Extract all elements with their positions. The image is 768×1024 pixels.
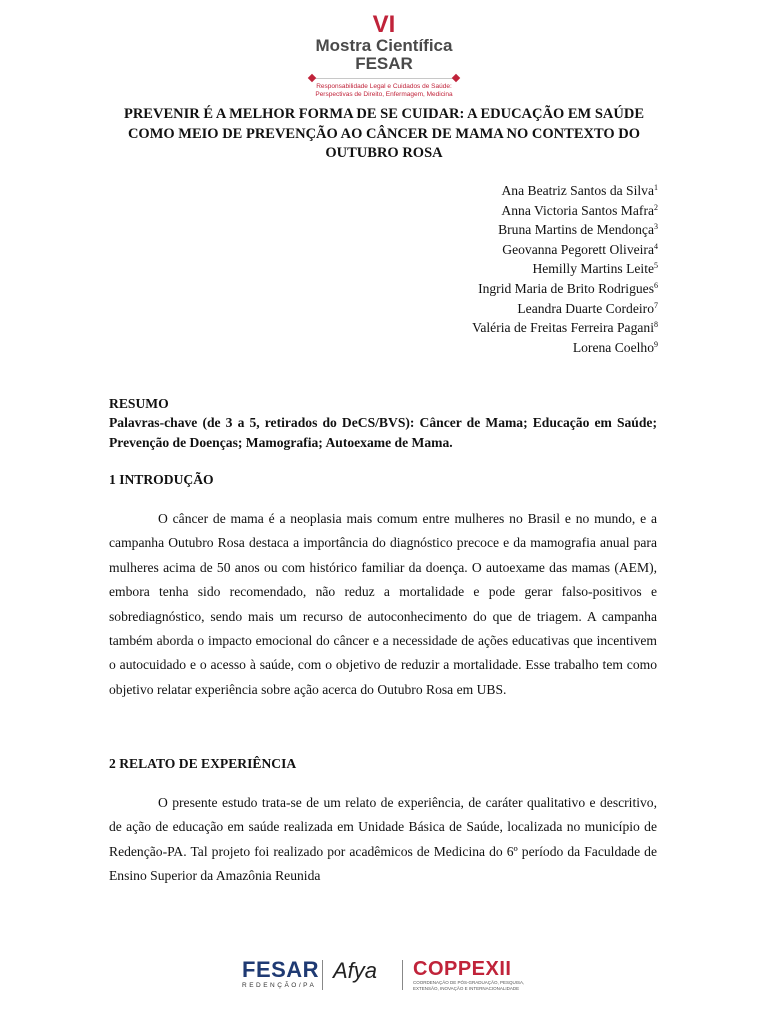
coppex-line2: EXTENSÃO, INOVAÇÃO E INTERNACIONALIDADE <box>413 985 520 991</box>
logo-separator <box>402 960 403 990</box>
author: Hemilly Martins Leite$^5$ <box>532 261 658 277</box>
event-logo <box>0 11 768 99</box>
author: Valéria de Freitas Ferreira Pagani$^8$ <box>472 320 658 336</box>
fesar-city: REDENÇÃO/PA <box>242 982 317 989</box>
section-text-introducao: O câncer de mama é a neoplasia mais comum entre mulheres no Brasil e no mundo, e a campanha Outubro Rosa destaca a importância do diagnóstico precoce e da mamografia anual para mulheres acima de 50 anos ou com histórico familiar da doença. O autoexame das mamas (AEM), embora tenha sido recomendado, não reduz a mortalidade e pode gerar falso-positivos e sobrediagnóstico, sendo mais um recurso de autoconhecimento do que de triagem. A campanha também aborda o impacto emocional do câncer e a necessidade de ações educativas que incentivem o autocuidado e o acesso à saúde, com o objetivo de reduzir a mortalidade. Esse trabalho tem como objetivo relatar experiência sobre ação acerca do Outubro Rosa em UBS. <box>109 511 657 697</box>
fesar-name: FESAR <box>242 957 320 982</box>
author: Ana Beatriz Santos da Silva$^1$ <box>501 183 658 198</box>
diamond-icon <box>308 74 316 82</box>
coppex-logo <box>413 958 533 991</box>
logo-edition: VI <box>372 11 396 38</box>
author-list <box>472 181 658 357</box>
coppex-name: COPPEXII <box>413 958 512 980</box>
logo-line1: Mostra Científica <box>315 36 453 55</box>
author: Ingrid Maria de Brito Rodrigues$^6$ <box>478 280 658 296</box>
coppex-line1: COORDENAÇÃO DE PÓS-GRADUAÇÃO, PESQUISA, <box>413 980 525 985</box>
author: Lorena Coelho$^9$ <box>572 339 658 355</box>
section-text-relato: O presente estudo trata-se de um relato de experiência, de caráter qualitativo e descritivo, de ação de educação em saúde realizada em Unidade Básica de Saúde, localizada no município de Redenção-PA. Tal projeto foi realizado por acadêmicos de Medicina do 6º período da Faculdade de Ensino Superior da Amazônia Reunida <box>109 795 657 884</box>
footer-logos <box>0 956 768 996</box>
afya-logo: Afya <box>333 958 378 983</box>
author: Geovanna Pegorett Oliveira$^4$ <box>502 241 658 257</box>
keywords: Palavras-chave (de 3 a 5, retirados do DeCS/BVS): Câncer de Mama; Educação em Saúde; Prevenção de Doenças; Mamografia; Autoexame de Mama. <box>109 415 657 450</box>
diamond-icon <box>452 74 460 82</box>
section-heading-introducao: 1 INTRODUÇÃO <box>109 472 214 487</box>
author: Anna Victoria Santos Mafra$^2$ <box>501 202 658 218</box>
logo-subtitle-2: Perspectivas de Direito, Enfermagem, Medicina <box>315 91 453 98</box>
logo-line2: FESAR <box>355 54 413 73</box>
resumo-heading: RESUMO <box>109 396 169 411</box>
author: Bruna Martins de Mendonça$^3$ <box>498 222 658 238</box>
section-heading-relato: 2 RELATO DE EXPERIÊNCIA <box>109 756 297 771</box>
logo-separator <box>322 960 323 990</box>
logo-divider <box>309 74 459 82</box>
paper-title: PREVENIR É A MELHOR FORMA DE SE CUIDAR: A EDUCAÇÃO EM SAÚDE COMO MEIO DE PREVENÇÃO AO CÂNCER DE MAMA NO CONTEXTO DO OUTUBRO ROSA <box>123 106 645 161</box>
fesar-logo <box>242 958 320 990</box>
author: Leandra Duarte Cordeiro$^7$ <box>517 300 658 316</box>
logo-subtitle-1: Responsabilidade Legal e Cuidados de Saúde: <box>316 83 452 90</box>
